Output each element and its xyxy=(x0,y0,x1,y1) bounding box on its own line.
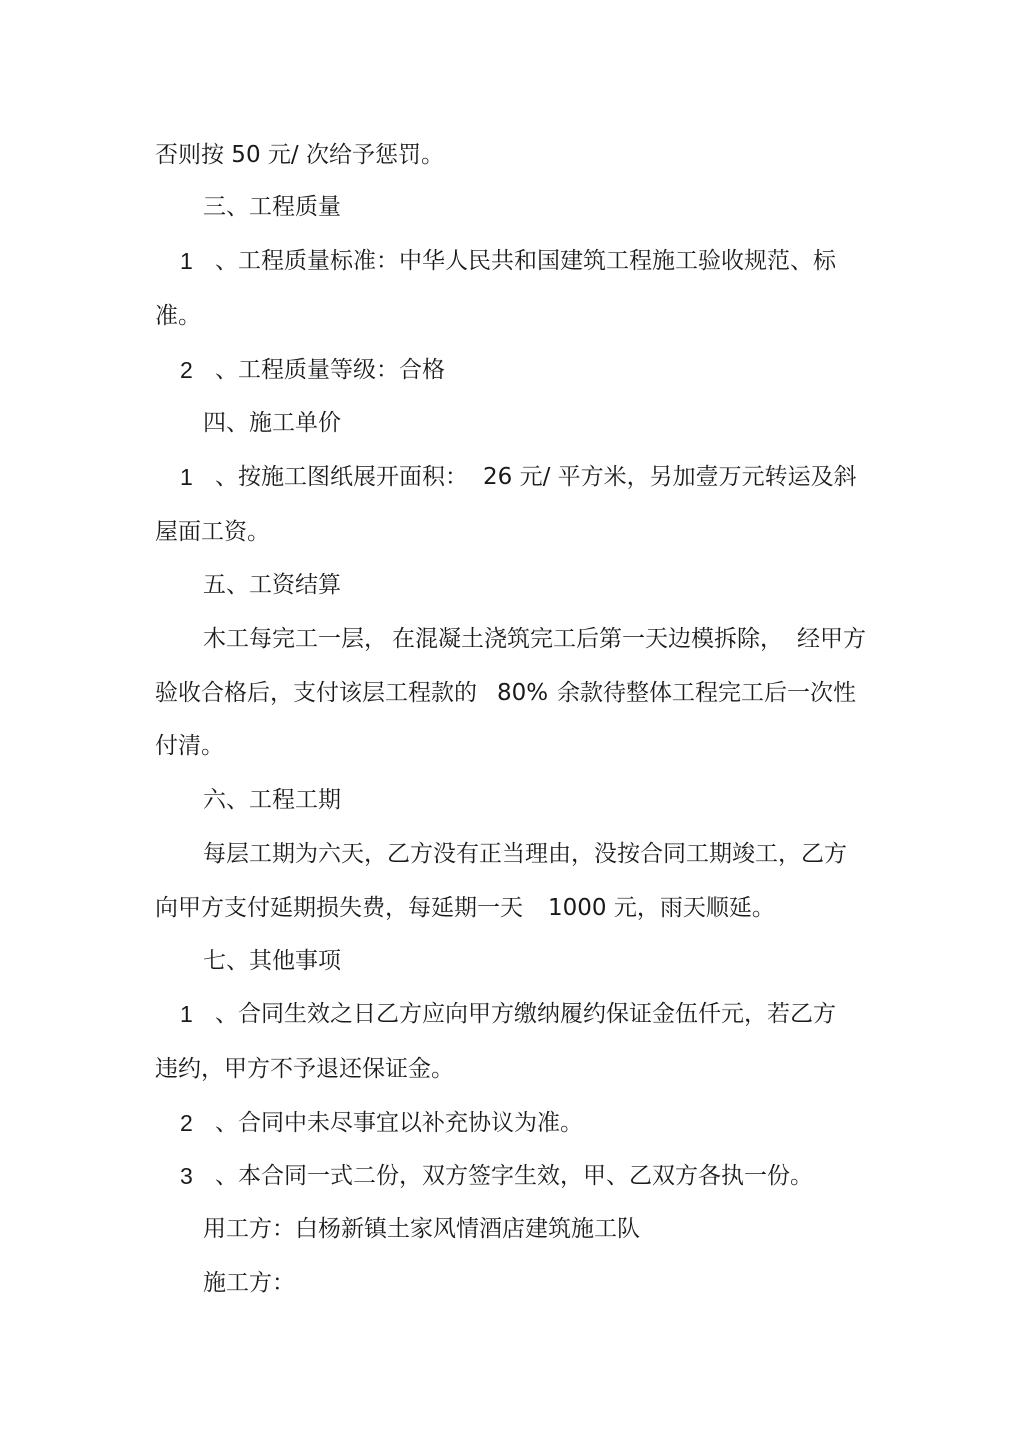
list-number xyxy=(180,1161,193,1192)
list-item-text: 、本合同一式二份，双方签字生效，甲、乙双方各执一份。 xyxy=(215,1163,813,1189)
paragraph-line: 80% xyxy=(497,680,549,706)
section-heading: 七、其他事项 xyxy=(203,948,341,974)
paragraph-line: 违约，甲方不予退还保证金。 xyxy=(155,1056,454,1082)
paragraph-line: 在混凝土浇筑完工后第一天边模拆除， xyxy=(392,626,783,652)
list-item-text: 、按施工图纸展开面积： xyxy=(215,464,468,490)
item-number: 2 xyxy=(180,357,193,383)
paragraph-line: 向甲方支付延期损失费，每延期一天 xyxy=(155,895,523,921)
list-number xyxy=(180,999,193,1030)
list-number xyxy=(180,355,193,386)
item-number: 1 xyxy=(180,464,193,490)
paragraph-line: 屋面工资。 xyxy=(155,519,270,545)
paragraph-line: 经甲方 xyxy=(797,626,866,652)
section-heading: 四、施工单价 xyxy=(203,410,341,436)
paragraph-line: 每层工期为六天，乙方没有正当理由，没按合同工期竣工，乙方 xyxy=(203,841,847,867)
list-item-text: 26 元/ 平方米，另加壹万元转运及斜 xyxy=(483,464,857,490)
list-number xyxy=(180,246,193,277)
list-item-text: 、工程质量标准：中华人民共和国建筑工程施工验收规范、标 xyxy=(215,248,836,274)
employer-line: 用工方：白杨新镇土家风情酒店建筑施工队 xyxy=(203,1216,640,1242)
section-heading: 六、工程工期 xyxy=(203,787,341,813)
item-number: 3 xyxy=(180,1163,193,1189)
paragraph-line: 准。 xyxy=(155,303,201,329)
paragraph-line: 验收合格后，支付该层工程款的 xyxy=(155,680,477,706)
contractor-line: 施工方： xyxy=(203,1270,295,1296)
item-number: 2 xyxy=(180,1110,193,1136)
paragraph-line: 余款待整体工程完工后一次性 xyxy=(557,680,856,706)
paragraph-line: 木工每完工一层， xyxy=(203,626,387,652)
list-item-text: 、合同中未尽事宜以补充协议为准。 xyxy=(215,1110,583,1136)
paragraph-line: 1000 元，雨天顺延。 xyxy=(548,895,775,921)
list-item-text: 、工程质量等级：合格 xyxy=(215,357,445,383)
section-heading: 五、工资结算 xyxy=(203,572,341,598)
item-number: 1 xyxy=(180,1001,193,1027)
item-number: 1 xyxy=(180,248,193,274)
section-heading: 三、工程质量 xyxy=(203,194,341,220)
paragraph-line: 付清。 xyxy=(155,733,224,759)
list-number xyxy=(180,1108,193,1139)
list-item-text: 、合同生效之日乙方应向甲方缴纳履约保证金伍仟元，若乙方 xyxy=(215,1001,836,1027)
list-number xyxy=(180,462,193,493)
paragraph-line: 否则按 50 元/ 次给予惩罚。 xyxy=(155,142,444,168)
